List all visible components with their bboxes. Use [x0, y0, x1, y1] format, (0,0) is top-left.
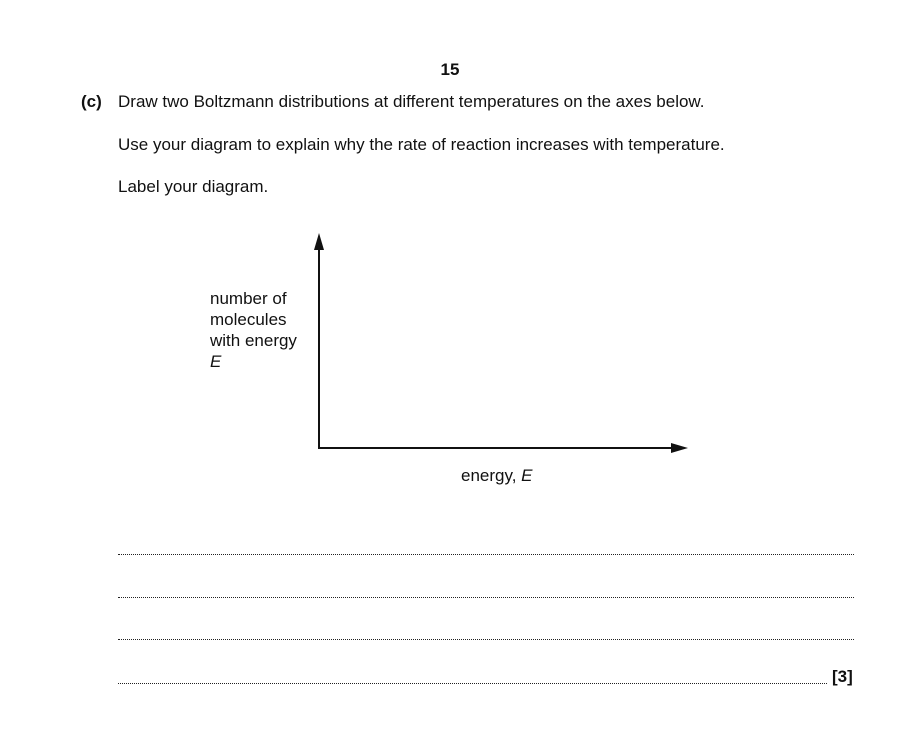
answer-line-4[interactable] [118, 683, 827, 684]
question-instruction-3: Label your diagram. [118, 177, 269, 196]
answer-line-3[interactable] [118, 639, 854, 640]
y-axis-label-variable: E [210, 352, 222, 371]
y-axis-label-line-1: number of [210, 289, 287, 308]
question-instruction-1: Draw two Boltzmann distributions at different temperatures on the axes below. [118, 92, 705, 111]
question-part-label: (c) [81, 92, 102, 111]
y-axis-label [210, 288, 297, 372]
x-axis-arrowhead [671, 443, 688, 453]
marks-indicator: [3] [832, 667, 853, 686]
page-number: 15 [440, 60, 460, 79]
y-axis-label-line-3: with energy [210, 331, 297, 350]
question-instruction-2: Use your diagram to explain why the rate of reaction increases with temperature. [118, 135, 725, 154]
answer-line-2[interactable] [118, 597, 854, 598]
x-axis-label-text: energy, [461, 466, 522, 485]
x-axis-label [461, 466, 533, 486]
y-axis-label-line-2: molecules [210, 310, 287, 329]
answer-line-1[interactable] [118, 554, 854, 555]
x-axis-label-variable: E [521, 466, 533, 485]
y-axis-arrowhead [314, 233, 324, 250]
